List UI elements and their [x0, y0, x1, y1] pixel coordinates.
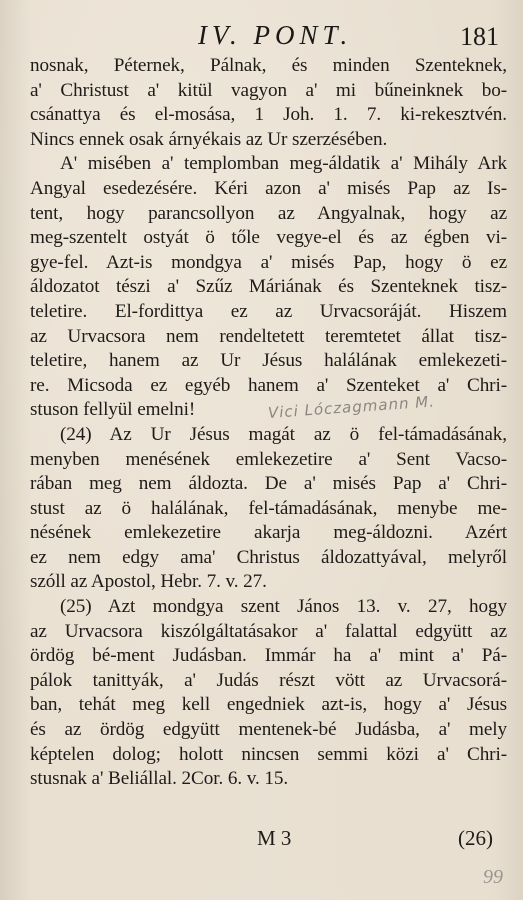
text-line: menyben menésének emlekezetire a' Sent Vacso-: [30, 448, 507, 470]
text-line: és az ördög edgyütt mentenek-bé Judásba, a' mely: [30, 719, 507, 741]
text-line: nésének emlekezetire akarja meg-áldozni. Azért: [30, 522, 507, 544]
text-line: az Urvacsora nem rendeltetett teremtetet állat tisz-: [30, 325, 507, 347]
text-line: tent, hogy parancsollyon az Angyalnak, hogy az: [30, 202, 507, 224]
text-line: rában meg nem áldozta. De a' misés Pap a' Chri-: [30, 473, 507, 495]
text-line: áldozatot tészi a' Szűz Máriának és Szenteknek tisz-: [30, 276, 507, 298]
page-header: [30, 14, 507, 54]
text-line: teletire. El-fordittya ez az Urvacsoráját. Hiszem: [30, 300, 507, 322]
text-line: stusnak a' Beliállal. 2Cor. 6. v. 15.: [30, 768, 289, 790]
text-line: ördög bé-ment Judásban. Immár ha a' mint a' Pá-: [30, 645, 507, 667]
text-line: az Urvacsora kiszólgáltatásakor a' falattal edgyütt az: [30, 620, 507, 642]
page-footer: [30, 826, 493, 856]
text-line: (25) Azt mondgya szent János 13. v. 27, hogy: [60, 596, 507, 618]
text-line: Nincs ennek osak árnyékais az Ur szerzésében.: [30, 128, 388, 150]
text-line: teletire, hanem az Ur Jésus halálának emlekezeti-: [30, 350, 507, 372]
text-line: meg-szentelt ostyát ö tőle vegye-el és az égben vi-: [30, 227, 507, 249]
text-line: Angyal esedezésére. Kéri azon a' misés Pap az Is-: [30, 177, 507, 199]
text-line: a' Christust a' kitül vagyon a' mi bűneinknek bo-: [30, 79, 507, 101]
text-line: pálok tanittyák, a' Judás részt vött az Urvacsorá-: [30, 669, 507, 691]
running-title: IV. PONT.: [198, 20, 353, 50]
page-number: 181: [460, 22, 499, 51]
text-line: gye-fel. Azt-is mondgya a' misés Pap, hogy ö ez: [30, 251, 507, 273]
page-text: [30, 54, 507, 792]
signature-mark: M 3: [257, 826, 292, 850]
text-line: képtelen dolog; holott nincsen semmi közi a' Chri-: [30, 743, 507, 765]
text-line: A' misében a' templomban meg-áldatik a' Mihály Ark: [60, 153, 507, 175]
handwritten-annotation: Vici Lóczagmann M.: [267, 392, 436, 422]
text-line: (24) Az Ur Jésus magát az ö fel-támadásának,: [60, 423, 507, 445]
catchword: (26): [458, 826, 493, 850]
text-line: stuson fellyül emelni!: [30, 399, 196, 421]
text-line: nosnak, Péternek, Pálnak, és minden Szenteknek,: [30, 55, 507, 76]
text-line: stust az ö halálának, fel-támadásának, menybe me-: [30, 497, 507, 519]
text-line: szóll az Apostol, Hebr. 7. v. 27.: [30, 571, 267, 593]
text-line: ez nem edgy ama' Christus áldozattyával, melyről: [30, 546, 507, 568]
text-line: re. Micsoda ez egyéb hanem a' Szenteket a' Chri-: [30, 374, 507, 396]
library-stamp: 99: [483, 866, 503, 888]
text-line: ban, tehát meg kell engedniek azt-is, hogy a' Jésus: [30, 694, 507, 716]
text-line: csánattya és el-mosása, 1 Joh. 1. 7. ki-rekesztvén.: [30, 104, 507, 126]
